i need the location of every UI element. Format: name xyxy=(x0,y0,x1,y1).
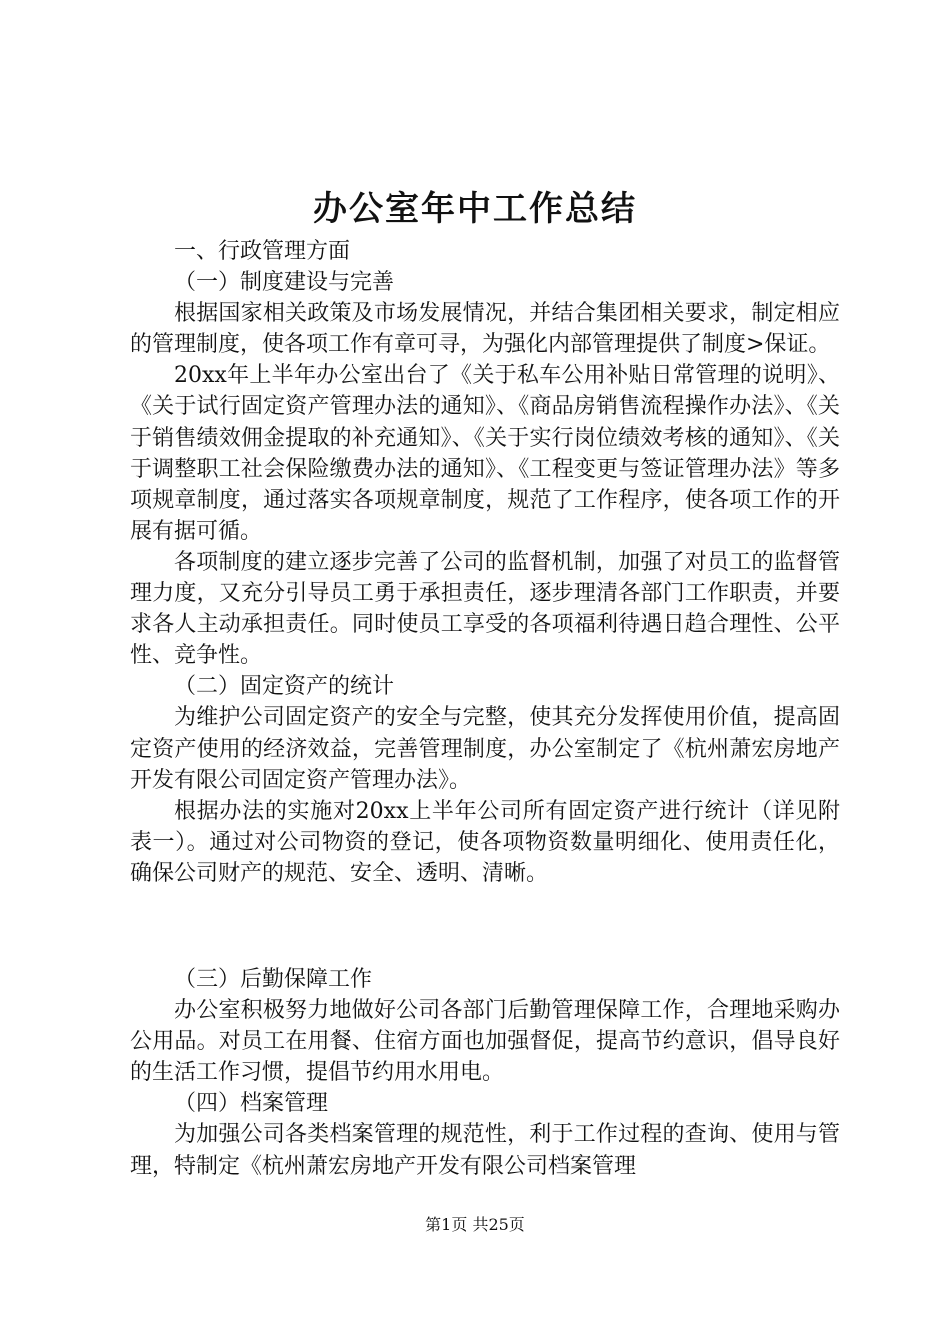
body-paragraph: 为加强公司各类档案管理的规范性，利于工作过程的查询、使用与管理，特制定《杭州萧宏房地产开发有限公司档案管理 xyxy=(130,1122,840,1179)
section-heading: （三）后勤保障工作 xyxy=(174,966,373,992)
body-paragraph: 根据办法的实施对20xx上半年公司所有固定资产进行统计（详见附表一）。通过对公司物资的登记，使各项物资数量明细化、使用责任化，确保公司财产的规范、安全、透明、清晰。 xyxy=(130,798,840,886)
body-paragraph: 为维护公司固定资产的安全与完整，使其充分发挥使用价值，提高固定资产使用的经济效益，完善管理制度，办公室制定了《杭州萧宏房地产开发有限公司固定资产管理办法》。 xyxy=(130,705,840,793)
document-title: 办公室年中工作总结 xyxy=(313,189,637,229)
blank-line xyxy=(130,911,840,942)
section-heading: （四）档案管理 xyxy=(174,1091,329,1117)
page-footer: 第1页 共25页 xyxy=(425,1215,525,1234)
body-paragraph: 办公室积极努力地做好公司各部门后勤管理保障工作，合理地采购办公用品。对员工在用餐、住宿方面也加强督促，提高节约意识，倡导良好的生活工作习惯，提倡节约用水用电。 xyxy=(130,998,840,1086)
section-heading: （一）制度建设与完善 xyxy=(174,270,395,296)
document-body xyxy=(130,236,840,1182)
body-paragraph: 根据国家相关政策及市场发展情况，并结合集团相关要求，制定相应的管理制度，使各项工作有章可寻，为强化内部管理提供了制度>保证。 xyxy=(130,301,840,358)
body-paragraph: 20xx年上半年办公室出台了《关于私车公用补贴日常管理的说明》、《关于试行固定资产管理办法的通知》、《商品房销售流程操作办法》、《关于销售绩效佣金提取的补充通知》、《关于实行岗位绩效考核的通知》、《关于调整职工社会保险缴费办法的通知》、《工程变更与签证管理办法》等多项规章制度，通过落实各项规章制度，规范了工作程序，使各项工作的开展有据可循。 xyxy=(130,363,840,544)
body-paragraph: 各项制度的建立逐步完善了公司的监督机制，加强了对员工的监督管理力度，又充分引导员工勇于承担责任，逐步理清各部门工作职责，并要求各人主动承担责任。同时使员工享受的各项福利待遇日趋合理性、公平性、竞争性。 xyxy=(130,549,840,669)
section-heading: 一、行政管理方面 xyxy=(174,239,351,264)
section-heading: （二）固定资产的统计 xyxy=(174,674,395,700)
